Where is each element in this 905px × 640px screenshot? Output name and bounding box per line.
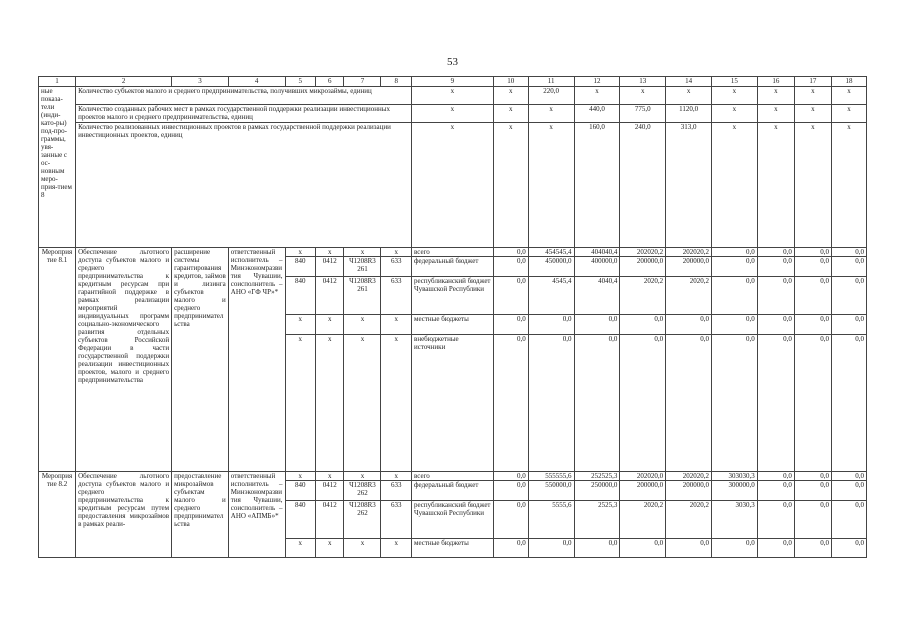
indicator-value: x [711, 105, 757, 123]
budget-code: 840 [285, 501, 316, 539]
funding-value: 0,0 [493, 277, 528, 315]
funding-value: 0,0 [831, 248, 866, 257]
measure-goal: предоставление микрозаймов субъектам малого и среднего предпринимательства [172, 472, 229, 558]
funding-value: 5555,6 [528, 501, 574, 539]
funding-row [39, 248, 867, 257]
budget-code: x [344, 472, 381, 481]
funding-value: 0,0 [528, 315, 574, 335]
budget-code: x [381, 248, 412, 257]
indicator-value: x [794, 123, 831, 248]
budget-code: x [381, 315, 412, 335]
column-header: 16 [757, 77, 794, 87]
indicator-value: x [666, 87, 712, 105]
funding-value: 0,0 [757, 501, 794, 539]
funding-value: 0,0 [574, 315, 620, 335]
funding-value: 0,0 [757, 539, 794, 558]
funding-value: 0,0 [711, 315, 757, 335]
measure-goal: расширение системы гарантирования кредитов, займов и лизинга субъектов малого и среднего предпринимательства [172, 248, 229, 472]
budget-code: x [285, 472, 316, 481]
budget-code: x [381, 335, 412, 472]
indicator-value: x [711, 87, 757, 105]
column-header: 12 [574, 77, 620, 87]
budget-code: x [316, 248, 344, 257]
column-header: 5 [285, 77, 316, 87]
funding-value: 0,0 [493, 335, 528, 472]
indicator-value: 313,0 [666, 123, 712, 248]
funding-value: 300000,0 [711, 481, 757, 501]
budget-code: 0412 [316, 481, 344, 501]
funding-value: 200000,0 [620, 481, 666, 501]
funding-value: 0,0 [493, 539, 528, 558]
budget-code: Ч1208R3 261 [344, 257, 381, 277]
budget-code: x [316, 539, 344, 558]
indicator-value: 160,0 [574, 123, 620, 248]
page-number: 53 [447, 56, 458, 68]
funding-value: 0,0 [711, 539, 757, 558]
funding-value: 202020,2 [620, 248, 666, 257]
funding-value: 450000,0 [528, 257, 574, 277]
budget-code: x [381, 472, 412, 481]
column-header: 4 [228, 77, 285, 87]
indicator-value: x [831, 123, 866, 248]
funding-source: федеральный бюджет [412, 481, 494, 501]
budget-code: x [344, 315, 381, 335]
budget-code: x [316, 315, 344, 335]
funding-value: 0,0 [794, 481, 831, 501]
funding-value: 0,0 [831, 472, 866, 481]
funding-value: 0,0 [666, 335, 712, 472]
indicator-value: 775,0 [620, 105, 666, 123]
funding-value: 404040,4 [574, 248, 620, 257]
indicator-value: x [757, 123, 794, 248]
funding-source: республиканский бюджет Чувашской Республики [412, 277, 494, 315]
funding-value: 0,0 [831, 501, 866, 539]
funding-value: 0,0 [493, 472, 528, 481]
indicator-row [39, 105, 867, 123]
funding-value: 555555,6 [528, 472, 574, 481]
indicator-row [39, 123, 867, 248]
funding-source: местные бюджеты [412, 539, 494, 558]
funding-value: 2020,2 [620, 277, 666, 315]
table-header-row [39, 77, 867, 87]
funding-value: 0,0 [493, 315, 528, 335]
funding-value: 250000,0 [574, 481, 620, 501]
budget-code: x [381, 539, 412, 558]
indicator-value: x [831, 87, 866, 105]
budget-code: 0412 [316, 501, 344, 539]
column-header: 2 [76, 77, 172, 87]
budget-code: 840 [285, 277, 316, 315]
funding-value: 0,0 [831, 315, 866, 335]
funding-row [39, 472, 867, 481]
funding-value: 3030,3 [711, 501, 757, 539]
funding-source: всего [412, 248, 494, 257]
column-header: 18 [831, 77, 866, 87]
funding-value: 0,0 [794, 539, 831, 558]
column-header: 9 [412, 77, 494, 87]
funding-value: 0,0 [493, 257, 528, 277]
funding-value: 2020,2 [666, 277, 712, 315]
column-header: 10 [493, 77, 528, 87]
funding-value: 0,0 [794, 501, 831, 539]
funding-value: 0,0 [831, 481, 866, 501]
budget-code: x [316, 335, 344, 472]
budget-code: 0412 [316, 277, 344, 315]
funding-value: 0,0 [757, 248, 794, 257]
indicator-value: x [528, 123, 574, 248]
indicator-value: 440,0 [574, 105, 620, 123]
column-header: 7 [344, 77, 381, 87]
funding-value: 0,0 [831, 257, 866, 277]
indicator-value: x [620, 87, 666, 105]
funding-value: 0,0 [794, 315, 831, 335]
funding-value: 0,0 [757, 335, 794, 472]
funding-value: 2020,2 [620, 501, 666, 539]
funding-source: всего [412, 472, 494, 481]
funding-value: 0,0 [493, 248, 528, 257]
funding-value: 0,0 [574, 539, 620, 558]
measure-label: Мероприятие 8.2 [39, 472, 76, 558]
budget-code: 840 [285, 481, 316, 501]
indicator-value: x [493, 123, 528, 248]
budget-code: 633 [381, 481, 412, 501]
indicator-value: x [711, 123, 757, 248]
funding-source: федеральный бюджет [412, 257, 494, 277]
budget-code: 633 [381, 257, 412, 277]
funding-value: 0,0 [528, 335, 574, 472]
measure-executor: ответственный исполнитель – Минэкономразвития Чувашии, соисполнитель – АНО «ГФ ЧР»* [228, 248, 285, 472]
indicator-row [39, 87, 867, 105]
funding-value: 550000,0 [528, 481, 574, 501]
funding-value: 0,0 [794, 277, 831, 315]
funding-value: 252525,3 [574, 472, 620, 481]
indicator-value: x [794, 105, 831, 123]
funding-value: 0,0 [757, 277, 794, 315]
indicator-value: x [757, 105, 794, 123]
funding-source: республиканский бюджет Чувашской Республики [412, 501, 494, 539]
funding-value: 0,0 [831, 539, 866, 558]
funding-value: 0,0 [711, 335, 757, 472]
indicator-value: x [493, 105, 528, 123]
budget-code: 0412 [316, 257, 344, 277]
budget-code: x [285, 539, 316, 558]
budget-code: 633 [381, 501, 412, 539]
funding-value: 202020,2 [666, 248, 712, 257]
column-header: 15 [711, 77, 757, 87]
column-header: 1 [39, 77, 76, 87]
column-header: 17 [794, 77, 831, 87]
funding-value: 0,0 [493, 481, 528, 501]
indicator-text: Количество субъектов малого и среднего предпринимательства, получивших микрозаймы, единиц [76, 87, 412, 105]
funding-source: местные бюджеты [412, 315, 494, 335]
funding-value: 0,0 [711, 257, 757, 277]
budget-code: x [344, 335, 381, 472]
funding-value: 454545,4 [528, 248, 574, 257]
budget-code: x [316, 472, 344, 481]
indicator-value: 240,0 [620, 123, 666, 248]
budget-code: Ч1208R3 262 [344, 481, 381, 501]
budget-code: x [344, 248, 381, 257]
indicator-value: x [757, 87, 794, 105]
funding-value: 0,0 [620, 335, 666, 472]
column-header: 13 [620, 77, 666, 87]
budget-code: x [285, 315, 316, 335]
funding-value: 200000,0 [666, 257, 712, 277]
funding-value: 200000,0 [620, 257, 666, 277]
funding-value: 0,0 [666, 539, 712, 558]
indicator-group-label: ные показа-тели (инди-като-ры) под-про-граммы, увя-занные с ос-новным меро-прия-тием 8 [39, 87, 76, 248]
indicator-value: 1120,0 [666, 105, 712, 123]
budget-code: 633 [381, 277, 412, 315]
funding-value: 0,0 [831, 335, 866, 472]
indicator-value: x [412, 87, 494, 105]
measure-name: Обеспечение льготного доступа субъектов малого и среднего предпринимательства к кредитным ресурсам путем предоставления микрозаймов в рамках реали- [76, 472, 172, 558]
funding-value: 0,0 [757, 257, 794, 277]
column-header: 8 [381, 77, 412, 87]
funding-value: 0,0 [620, 315, 666, 335]
funding-value: 4545,4 [528, 277, 574, 315]
indicator-value: x [574, 87, 620, 105]
column-header: 14 [666, 77, 712, 87]
funding-value: 0,0 [794, 335, 831, 472]
budget-code: Ч1208R3 262 [344, 501, 381, 539]
column-header: 11 [528, 77, 574, 87]
funding-value: 0,0 [574, 335, 620, 472]
funding-value: 303030,3 [711, 472, 757, 481]
budget-code: x [285, 248, 316, 257]
budget-code: x [344, 539, 381, 558]
funding-value: 0,0 [493, 501, 528, 539]
indicator-value: x [412, 123, 494, 248]
funding-value: 0,0 [831, 277, 866, 315]
funding-value: 0,0 [757, 481, 794, 501]
budget-code: x [285, 335, 316, 472]
funding-value: 0,0 [757, 315, 794, 335]
funding-value: 2020,2 [666, 501, 712, 539]
funding-value: 400000,0 [574, 257, 620, 277]
funding-value: 0,0 [666, 315, 712, 335]
funding-value: 0,0 [794, 257, 831, 277]
funding-value: 0,0 [794, 248, 831, 257]
indicator-value: x [831, 105, 866, 123]
funding-value: 202020,0 [620, 472, 666, 481]
indicator-value: x [794, 87, 831, 105]
funding-value: 0,0 [620, 539, 666, 558]
funding-value: 200000,0 [666, 481, 712, 501]
indicator-text: Количество реализованных инвестиционных проектов в рамках государственной поддержки реализации инвестиционных проектов, единиц [76, 123, 412, 248]
indicator-value: x [412, 105, 494, 123]
funding-value: 0,0 [528, 539, 574, 558]
funding-value: 0,0 [757, 472, 794, 481]
funding-value: 0,0 [711, 248, 757, 257]
funding-value: 202020,2 [666, 472, 712, 481]
column-header: 3 [172, 77, 229, 87]
budget-code: Ч1208R3 261 [344, 277, 381, 315]
indicator-value: 220,0 [528, 87, 574, 105]
budget-table [38, 76, 867, 558]
measure-executor: ответственный исполнитель – Минэкономразвития Чувашии, соисполнитель – АНО «АПМБ»* [228, 472, 285, 558]
funding-source: внебюджетные источники [412, 335, 494, 472]
measure-name: Обеспечение льготного доступа субъектов малого и среднего предпринимательства к кредитным ресурсам при гарантийной поддержке в рамках реализации мероприятий индивидуальных программ социально-экономического развития отдельных субъектов Российской Федерации в части государственной поддержки реализации инвестиционных проектов, малого и среднего предпринимательства [76, 248, 172, 472]
funding-value: 2525,3 [574, 501, 620, 539]
funding-value: 0,0 [794, 472, 831, 481]
measure-label: Мероприятие 8.1 [39, 248, 76, 472]
indicator-value: x [493, 87, 528, 105]
indicator-text: Количество созданных рабочих мест в рамках государственной поддержки реализации инвестиционных проектов малого и среднего предпринимательства, единиц [76, 105, 412, 123]
column-header: 6 [316, 77, 344, 87]
indicator-value: x [528, 105, 574, 123]
budget-code: 840 [285, 257, 316, 277]
funding-value: 4040,4 [574, 277, 620, 315]
funding-value: 0,0 [711, 277, 757, 315]
